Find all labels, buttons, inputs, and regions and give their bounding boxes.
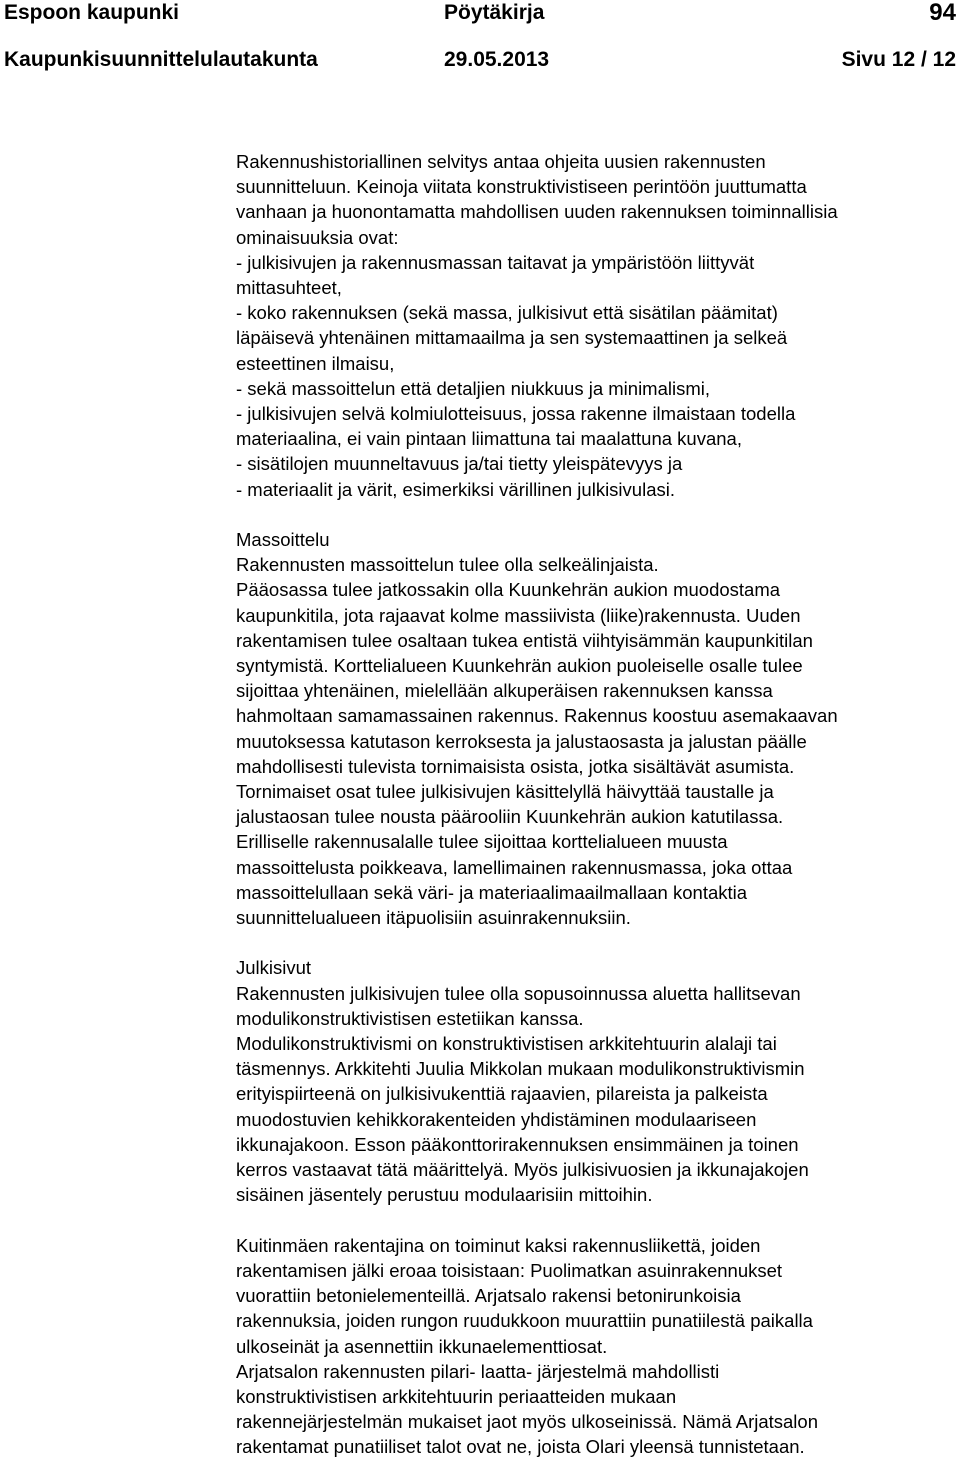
text-line: materiaalina, ei vain pintaan liimattuna tai maalattuna kuvana, [236,428,742,450]
text-line: muodostuvien kehikkorakenteiden yhdistäminen modulaariseen [236,1108,757,1130]
text-line: jalustaosan tulee nousta päärooliin Kuunkehrän aukion katutilassa. [236,806,784,828]
text-line: Kuitinmäen rakentajina on toiminut kaksi rakennusliikettä, joiden [236,1234,761,1256]
header-row-bottom [4,47,956,72]
section-heading: Julkisivut [236,957,312,979]
document-body [236,149,951,1460]
text-line: Arjatsalon rakennusten pilari- laatta- järjestelmä mahdollisti [236,1360,720,1382]
text-line: muutoksessa katutason kerroksesta ja jalustaosasta ja jalustan päälle [236,730,807,752]
text-line: ominaisuuksia ovat: [236,226,399,248]
text-line: Rakennushistoriallinen selvitys antaa ohjeita uusien rakennusten [236,151,766,172]
text-line: rakentamat punatiiliset talot ovat ne, joista Olari yleensä tunnistetaan. [236,1436,805,1458]
text-line: Rakennusten julkisivujen tulee olla sopusoinnussa aluetta hallitsevan [236,982,801,1004]
document-type: Pöytäkirja [444,1,545,24]
paragraph-gap [236,930,951,955]
meeting-date: 29.05.2013 [444,48,550,71]
text-line: - sisätilojen muunneltavuus ja/tai tietty yleispätevyys ja [236,453,683,475]
text-line: sisäinen jäsentely perustuu modulaarisiin mittoihin. [236,1184,653,1206]
text-line: sijoittaa yhtenäinen, mielellään alkuperäisen rakennuksen kanssa [236,680,773,702]
text-line: - koko rakennuksen (sekä massa, julkisivut että sisätilan päämitat) [236,302,778,324]
text-line: Erilliselle rakennusalalle tulee sijoittaa korttelialueen muusta [236,831,728,853]
paragraph-gap [236,502,951,527]
text-line: rakentamisen jälki eroaa toisistaan: Puolimatkan asuinrakennukset [236,1259,783,1281]
section-massoittelu [236,527,951,930]
text-line: rakentamisen tulee osaltaan tukea entistä viihtyisämmän kaupunkitilan [236,629,813,651]
text-line: rakennejärjestelmän mukaiset jaot myös ulkoseinissä. Nämä Arjatsalon [236,1411,818,1433]
text-line: massoittelusta poikkeava, lamellimainen rakennusmassa, joka ottaa [236,856,793,878]
text-line: - materiaalit ja värit, esimerkiksi värillinen julkisivulasi. [236,478,675,500]
text-line: kerros vastaavat tätä määrittelyä. Myös julkisivuosien ja ikkunajakojen [236,1159,809,1181]
text-line: kaupunkitila, jota rajaavat kolme massiivista (liike)rakennusta. Uuden [236,604,801,626]
text-line: rakennuksia, joiden rungon ruudukkoon muurattiin punatiilestä paikalla [236,1310,813,1332]
text-line: Pääosassa tulee jatkossakin olla Kuunkehrän aukion muodostama [236,579,781,601]
text-line: massoittelullaan sekä väri- ja materiaalimaailmallaan kontaktia [236,881,748,903]
text-line: ikkunajakoon. Esson pääkonttorirakennuksen ensimmäinen ja toinen [236,1133,799,1155]
text-line: Rakennusten massoittelun tulee olla selkeälinjaista. [236,554,659,576]
text-line: läpäisevä yhtenäinen mittamaailma ja sen systemaattinen ja selkeä [236,327,788,349]
paragraph-gap [236,1208,951,1233]
text-line: - julkisivujen ja rakennusmassan taitavat ja ympäristöön liittyvät [236,251,755,273]
text-line: mittasuhteet, [236,277,342,299]
text-line: suunnittelualueen itäpuolisiin asuinrakennuksiin. [236,907,631,929]
section-julkisivut [236,955,951,1207]
document-header [4,0,956,71]
text-line: täsmennys. Arkkitehti Juulia Mikkolan mukaan modulikonstruktivismin [236,1058,805,1080]
paragraph-guidelines [236,149,951,502]
text-line: konstruktivistisen arkkitehtuurin periaatteiden mukaan [236,1385,677,1407]
text-line: Tornimaiset osat tulee julkisivujen käsittelyllä häivyttää taustalle ja [236,781,774,803]
text-line: Modulikonstruktivismi on konstruktivistisen arkkitehtuurin alalaji tai [236,1033,777,1055]
text-line: vuorattiin betonielementeillä. Arjatsalo rakensi betonirunkoisia [236,1285,741,1307]
committee-name: Kaupunkisuunnittelulautakunta [4,48,318,71]
document-number: 94 [929,0,956,26]
header-row-top [4,0,956,25]
text-line: mahdollisesti tulevista tornimaisista osista, jotka sisältävät asumista. [236,755,795,777]
text-line: modulikonstruktivistisen estetiikan kanssa. [236,1007,584,1029]
text-line: syntymistä. Korttelialueen Kuunkehrän aukion puoleiselle osalle tulee [236,655,803,677]
paragraph-kuitinmaki [236,1233,951,1460]
text-line: hahmoltaan samamassainen rakennus. Rakennus koostuu asemakaavan [236,705,838,727]
text-line: - julkisivujen selvä kolmiulotteisuus, jossa rakenne ilmaistaan todella [236,403,796,425]
text-line: - sekä massoittelun että detaljien niukkuus ja minimalismi, [236,377,711,399]
text-line: suunnitteluun. Keinoja viitata konstruktivistiseen perintöön juuttumatta [236,176,807,198]
section-heading: Massoittelu [236,529,330,551]
page-number: Sivu 12 / 12 [841,48,956,71]
text-line: ulkoseinät ja asennettiin ikkunaelementtiosat. [236,1335,608,1357]
text-line: vanhaan ja huonontamatta mahdollisen uuden rakennuksen toiminnallisia [236,201,838,223]
text-line: esteettinen ilmaisu, [236,352,395,374]
text-line: erityispiirteenä on julkisivukenttiä rajaavien, pilareista ja palkeista [236,1083,768,1105]
organization-name: Espoon kaupunki [4,1,180,24]
